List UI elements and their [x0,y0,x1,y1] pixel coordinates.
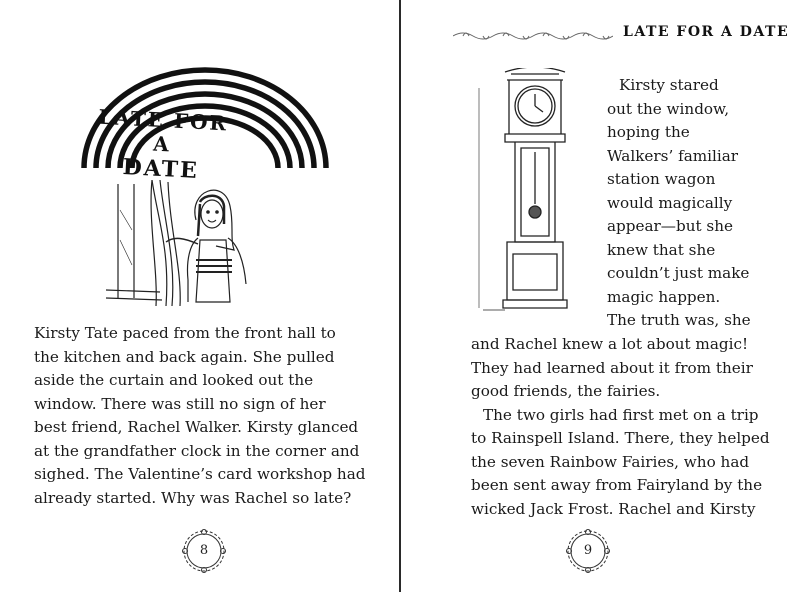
body-line: sighed. The Valentine’s card workshop had [34,465,366,483]
body-line: good friends, the fairies. [471,382,661,400]
body-line: hoping the [607,123,690,141]
body-line: couldn’t just make [607,264,750,282]
right-wrapped-text [607,74,751,333]
vine-ornament [453,28,613,44]
chapter-title [90,104,234,185]
girl-at-window-illustration [100,180,300,312]
chapter-title-line2: DATE [122,153,200,184]
body-line: at the grandfather clock in the corner and [34,441,360,460]
body-line: Kirsty stared [619,76,719,94]
body-line: best friend, Rachel Walker. Kirsty glanced [34,418,359,436]
left-page [0,0,399,592]
right-page [401,0,800,592]
page-number-right: 9 [583,543,593,558]
grandfather-clock-illustration [475,68,595,316]
chapter-title-line1: LATE FOR A [97,104,229,157]
body-line: window. There was still no sign of her [34,394,326,413]
body-line: already started. Why was Rachel so late? [34,488,352,507]
body-line: been sent away from Fairyland by the [471,476,763,494]
body-line: appear—but she [607,217,733,235]
body-line: aside the curtain and looked out the [34,371,314,389]
body-line: the seven Rainbow Fairies, who had [471,452,750,471]
body-line: would magically [607,193,733,212]
body-line: magic happen. [607,287,721,306]
body-line: out the window, [607,99,730,118]
body-line: The truth was, she [607,311,751,329]
running-head: LATE FOR A DATE [623,24,790,40]
body-line: station wagon [607,170,716,188]
body-line: Walkers’ familiar [607,146,739,165]
body-line: and Rachel knew a lot about magic! [471,335,749,353]
body-line: They had learned about it from their [471,358,753,377]
body-line: Kirsty Tate paced from the front hall to [34,324,336,342]
body-line: wicked Jack Frost. Rachel and Kirsty [471,499,756,518]
body-line: knew that she [607,240,716,259]
body-line: the kitchen and back again. She pulled [34,347,335,366]
page-number-left: 8 [199,543,209,558]
body-line: The two girls had first met on a trip [483,405,759,424]
left-body-text [34,322,365,510]
body-line: to Rainspell Island. There, they helped [471,429,770,447]
right-body-text [471,333,770,521]
